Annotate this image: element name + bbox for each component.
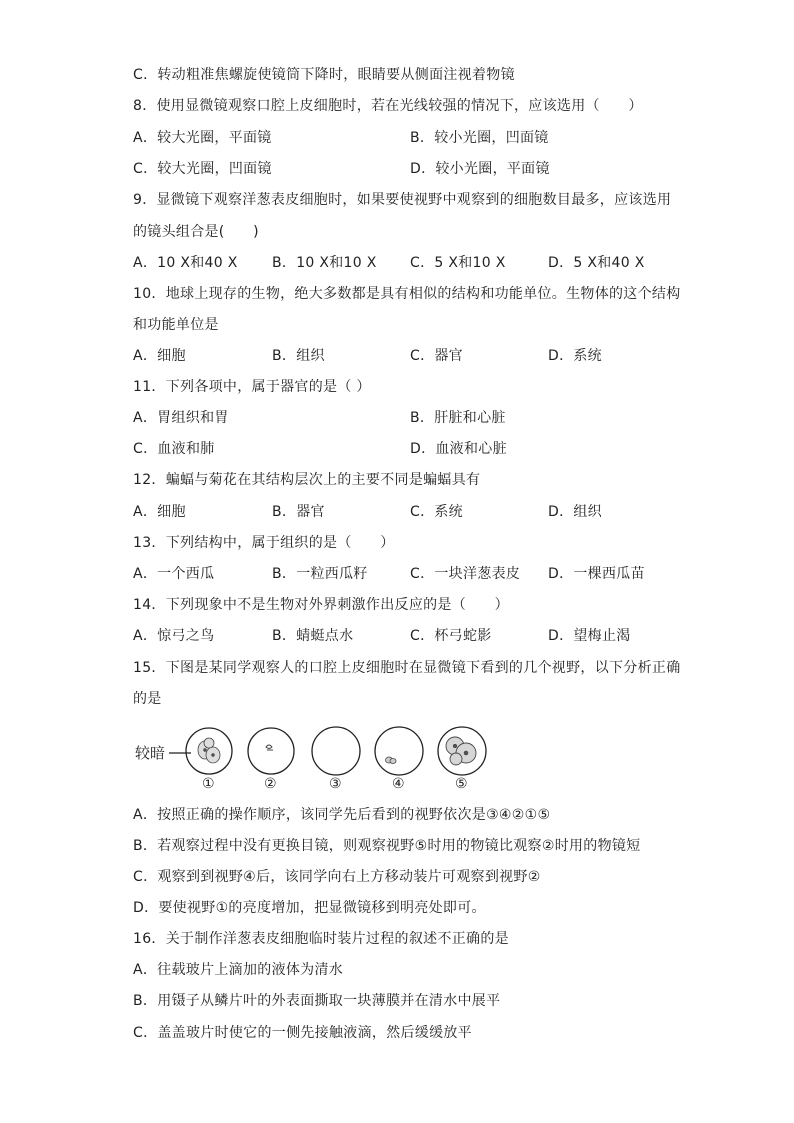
q10-stem-line2: 和功能单位是	[133, 317, 219, 333]
field-5	[438, 727, 486, 792]
q13-option-c: C．一块洋葱表皮	[410, 566, 521, 582]
q11-option-a: A．胃组织和胃	[133, 410, 229, 426]
q13-option-d: D．一棵西瓜苗	[548, 566, 645, 582]
field-1	[186, 728, 232, 792]
q16-stem: 16．关于制作洋葱表皮细胞临时装片过程的叙述不正确的是	[133, 931, 509, 947]
q15-option-c: C．观察到到视野④后，该同学向右上方移动装片可观察到视野②	[133, 869, 541, 885]
field-3	[312, 727, 360, 792]
q12-option-c: C．系统	[410, 504, 463, 520]
field-2	[248, 728, 294, 792]
q9-stem-line2: 的镜头组合是( )	[133, 224, 259, 240]
q11-option-d: D．血液和心脏	[410, 441, 507, 457]
field-1-number: ①	[202, 776, 215, 792]
q14-stem: 14．下列现象中不是生物对外界刺激作出反应的是（ ）	[133, 597, 509, 613]
q8-option-a: A．较大光圈，平面镜	[133, 130, 272, 146]
q9-option-b: B．10 X和10 X	[272, 255, 377, 271]
field-5-number: ⑤	[455, 776, 468, 792]
q12-stem: 12．蝙蝠与菊花在其结构层次上的主要不同是蝙蝠具有	[133, 472, 481, 488]
q14-option-b: B．蜻蜓点水	[272, 628, 354, 644]
q10-option-c: C．器官	[410, 348, 463, 364]
q10-option-b: B．组织	[272, 348, 325, 364]
field-5-cells	[446, 737, 476, 765]
dim-label: 较暗	[135, 744, 166, 762]
microscope-fields-figure	[133, 720, 503, 792]
q13-stem: 13．下列结构中，属于组织的是（ ）	[133, 535, 395, 551]
q10-stem-line1: 10．地球上现存的生物，绝大多数都是具有相似的结构和功能单位。生物体的这个结构	[133, 286, 681, 302]
q15-option-b: B．若观察过程中没有更换目镜，则观察视野⑤时用的物镜比观察②时用的物镜短	[133, 838, 641, 854]
q8-option-b: B．较小光圈，凹面镜	[410, 130, 549, 146]
q16-option-b: B．用镊子从鳞片叶的外表面撕取一块薄膜并在清水中展平	[133, 993, 501, 1009]
q13-option-b: B．一粒西瓜籽	[272, 566, 368, 582]
q10-option-d: D．系统	[548, 348, 602, 364]
q9-option-a: A．10 X和40 X	[133, 255, 238, 271]
q16-option-a: A．往载玻片上滴加的液体为清水	[133, 962, 344, 978]
q15-stem-line1: 15．下图是某同学观察人的口腔上皮细胞时在显微镜下看到的几个视野，以下分析正确	[133, 660, 681, 676]
q12-option-a: A．细胞	[133, 504, 186, 520]
q14-option-a: A．惊弓之鸟	[133, 628, 215, 644]
q15-option-d: D．要使视野①的亮度增加，把显微镜移到明亮处即可。	[133, 900, 486, 916]
q9-option-d: D．5 X和40 X	[548, 255, 645, 271]
q8-option-d: D．较小光圈，平面镜	[410, 161, 550, 177]
q16-option-c: C．盖盖玻片时使它的一侧先接触液滴，然后缓缓放平	[133, 1025, 472, 1041]
field-4	[375, 727, 423, 792]
q15-option-a: A．按照正确的操作顺序，该同学先后看到的视野依次是③④②①⑤	[133, 807, 551, 823]
q8-stem: 8．使用显微镜观察口腔上皮细胞时，若在光线较强的情况下，应该选用（ ）	[133, 98, 643, 114]
q12-option-d: D．组织	[548, 504, 602, 520]
q15-stem-line2: 的是	[133, 691, 162, 707]
q14-option-c: C．杯弓蛇影	[410, 628, 492, 644]
q14-option-d: D．望梅止渴	[548, 628, 631, 644]
q9-option-c: C．5 X和10 X	[410, 255, 506, 271]
q8-option-c: C．较大光圈，凹面镜	[133, 161, 272, 177]
q7-option-c: C．转动粗准焦螺旋使镜筒下降时，眼睛要从侧面注视着物镜	[133, 67, 515, 83]
q13-option-a: A．一个西瓜	[133, 566, 215, 582]
field-4-cell	[386, 757, 397, 764]
field-3-number: ③	[329, 776, 342, 792]
q11-option-c: C．血液和肺	[133, 441, 215, 457]
field-2-cell	[266, 745, 273, 750]
q10-option-a: A．细胞	[133, 348, 186, 364]
q11-option-b: B．肝脏和心脏	[410, 410, 506, 426]
q11-stem: 11．下列各项中，属于器官的是（ ）	[133, 379, 371, 395]
q9-stem-line1: 9．显微镜下观察洋葱表皮细胞时，如果要使视野中观察到的细胞数目最多，应该选用	[133, 192, 672, 208]
field-4-number: ④	[392, 776, 405, 792]
microscope-fields-svg	[133, 720, 503, 792]
field-2-number: ②	[264, 776, 277, 792]
q12-option-b: B．器官	[272, 504, 325, 520]
field-1-cells	[198, 738, 220, 763]
